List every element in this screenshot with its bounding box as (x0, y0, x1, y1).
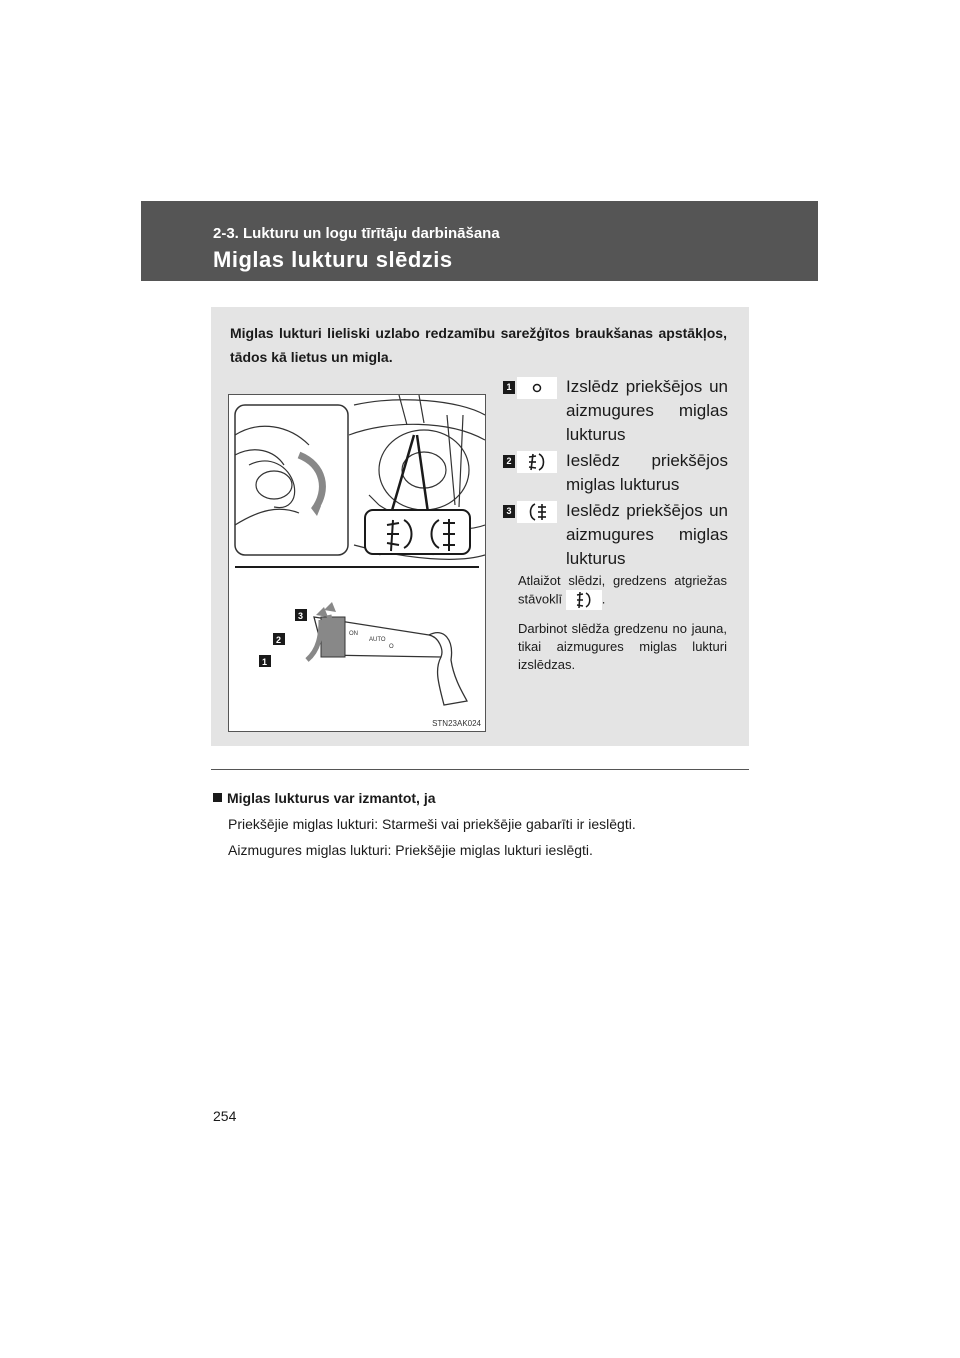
conditions-heading-text: Miglas lukturus var izmantot, ja (227, 790, 436, 806)
off-position-icon (517, 377, 557, 399)
condition-line: Aizmugures miglas lukturi: Priekšējie miglas lukturi ieslēgti. (228, 842, 593, 858)
square-bullet-icon (213, 793, 222, 802)
condition-line: Priekšējie miglas lukturi: Starmeši vai priekšējie gabarīti ir ieslēgti. (228, 816, 636, 832)
item-text: Ieslēdz priekšējos un aizmugures miglas lukturus (566, 501, 728, 568)
page-title: Miglas lukturu slēdzis (213, 247, 453, 272)
page-number: 254 (213, 1108, 237, 1124)
svg-text:O: O (389, 644, 394, 650)
item-text: Ieslēdz priekšējos miglas lukturus (566, 451, 728, 494)
front-fog-light-icon (566, 590, 602, 610)
svg-text:3: 3 (298, 611, 304, 621)
svg-text:AUTO: AUTO (369, 637, 386, 643)
svg-text:1: 1 (262, 657, 268, 667)
figure-code: STN23AK024 (432, 719, 481, 728)
conditions-heading (213, 788, 753, 808)
fog-switch-drawing (229, 395, 485, 731)
divider (211, 769, 749, 770)
fog-switch-illustration (228, 394, 486, 732)
item-number-badge: 1 (503, 381, 515, 394)
item-number-badge: 3 (503, 505, 515, 518)
note-repeat: Darbinot slēdža gredzenu no jauna, tikai aizmugures miglas lukturi izslēdzas. (518, 621, 727, 672)
svg-text:2: 2 (276, 635, 282, 645)
note-release-text: Atlaižot slēdzi, gredzens atgriežas stāvoklī (518, 573, 727, 607)
intro-text: Miglas lukturi lieliski uzlabo redzamību sarežģītos braukšanas apstākļos, tādos kā lietus un migla. (230, 325, 727, 365)
front-fog-light-icon (517, 451, 557, 473)
svg-text:ON: ON (349, 631, 358, 637)
item-text: Izslēdz priekšējos un aizmugures miglas lukturus (566, 377, 728, 444)
front-rear-fog-light-icon (517, 501, 557, 523)
section-header (141, 201, 818, 281)
section-label: 2-3. Lukturu un logu tīrītāju darbināšana (213, 225, 500, 242)
info-panel (211, 307, 749, 746)
note-release-end: . (601, 591, 606, 607)
note-release (518, 572, 727, 610)
usage-conditions (213, 788, 753, 860)
item-number-badge: 2 (503, 455, 515, 468)
